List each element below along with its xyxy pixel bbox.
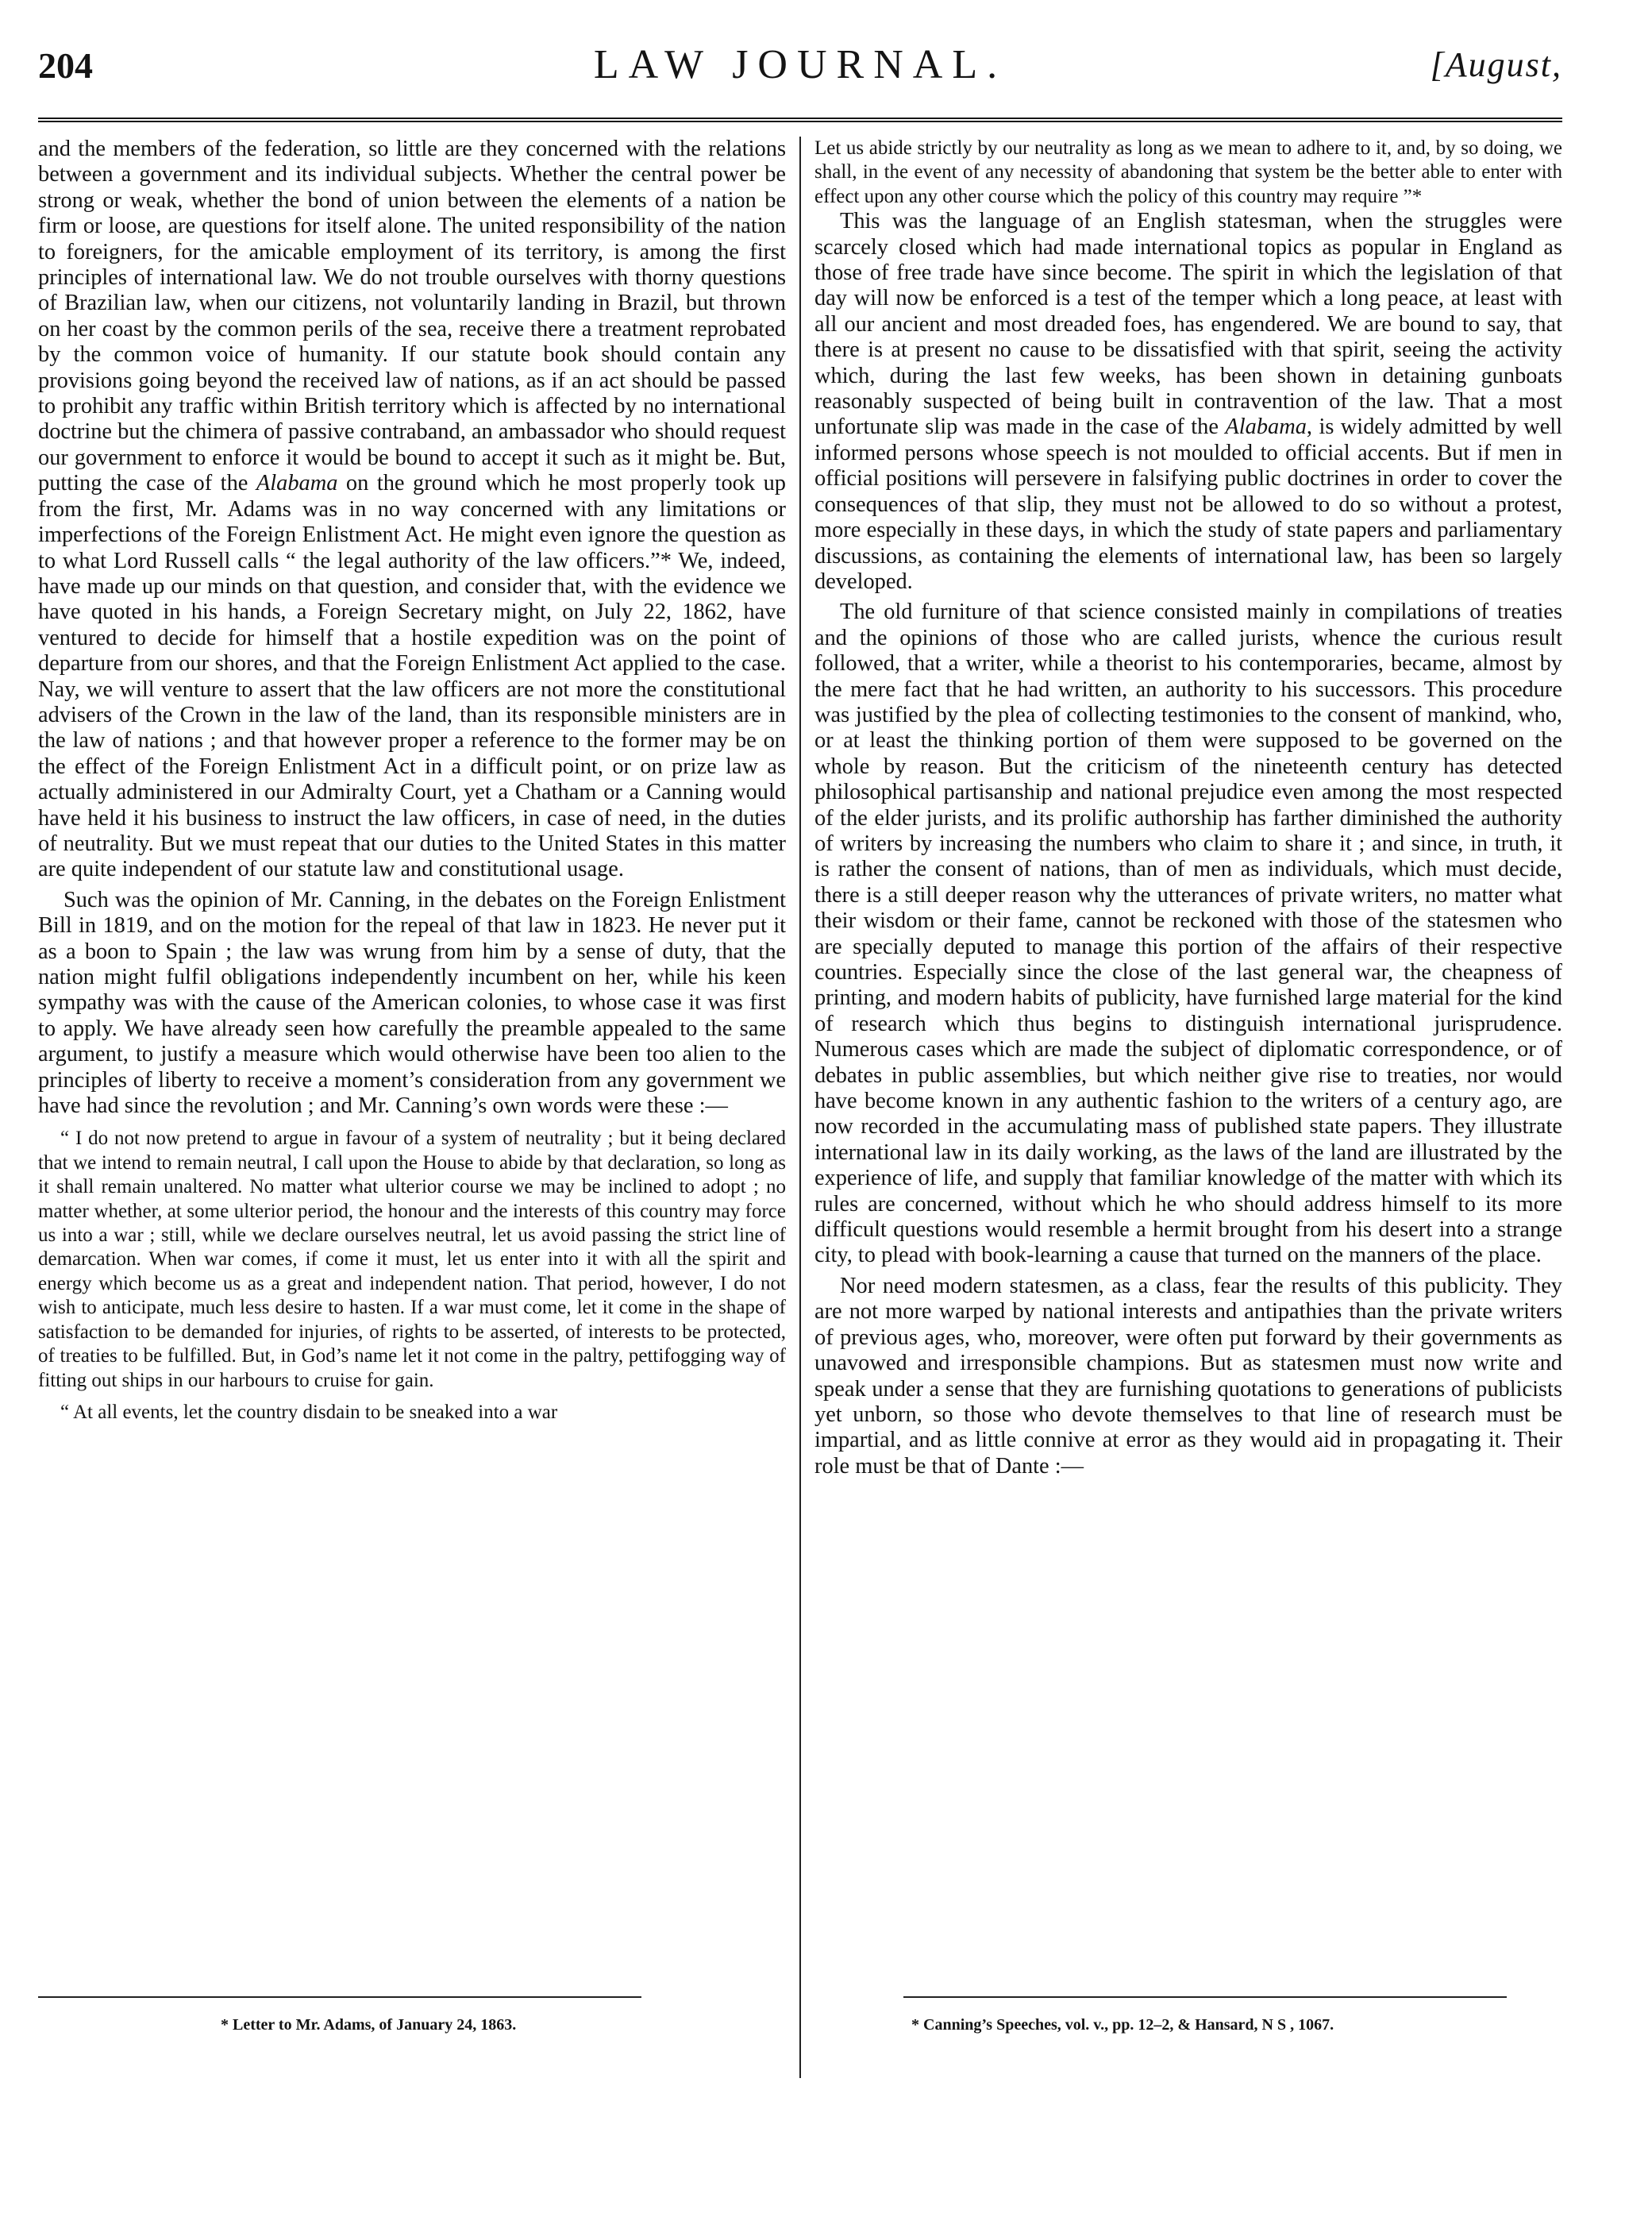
footnote-right: * Canning’s Speeches, vol. v., pp. 12–2, & Hansard, N S , 1067. <box>911 2016 1334 2034</box>
paragraph <box>814 209 1562 595</box>
footnote-rule <box>38 1996 641 1998</box>
footnote-left: * Letter to Mr. Adams, of January 24, 1863. <box>221 2016 517 2034</box>
paragraph <box>38 137 786 883</box>
block-quote: Let us abide strictly by our neutrality as long as we mean to adhere to it, and, by so doing, we shall, in the event of any necessity of abandoning that system be the better able to enter with effect upon any other course which the policy of this country may require ”* <box>814 137 1562 207</box>
right-column <box>814 137 1562 1484</box>
column-divider <box>799 137 801 2078</box>
page-number: 204 <box>38 45 93 86</box>
text-columns <box>38 137 1562 2074</box>
footnote-rule <box>903 1996 1507 1998</box>
journal-page <box>38 35 1562 2179</box>
page-header <box>38 35 1562 103</box>
ship-name: Alabama <box>1225 415 1307 440</box>
paragraph: Such was the opinion of Mr. Canning, in the debates on the Foreign Enlistment Bill in 1819, and on the motion for the repeal of that law in 1823. He never put it as a boon to Spain ; the law was wrung from him by a sense of duty, that the nation might fulfil obligations independently incumbent on her, while his keen sympathy was with the cause of the American colonies, to whose case it was first to apply. We have already seen how carefully the preamble appealed to the same argument, to justify a measure which would otherwise have been too alien to the principles of liberty to receive a moment’s consideration from any government we have had since the revolution ; and Mr. Canning’s own words were these :— <box>38 887 786 1119</box>
paragraph-text: and the members of the federation, so little are they concerned with the relations between a government and its individual subjects. Whether the central power be strong or weak, whether the bond of union between the elements of a nation be firm or loose, are questions for itself alone. The united responsibility of the nation to foreigners, for the amicable employment of its territory, is among the first principles of international law. We do not trouble ourselves with thorny questions of Brazilian law, when our citizens, not voluntarily landing in Brazil, but thrown on her coast by the common perils of the sea, receive there a treatment reprobated by the common voice of humanity. If our statute book should contain any provisions going beyond the received law of nations, as if an act should be passed to prohibit any traffic within British territory which is affected by no international doctrine but the chimera of passive contraband, an ambassador who should request our government to enforce it would be bound to accept it such as it might be. But, putting the case of the <box>38 137 786 496</box>
paragraph-text: on the ground which he most properly took up from the first, Mr. Adams was in no way concerned with any limitations or imperfections of the Foreign Enlistment Act. He might even ignore the question as to what Lord Russell calls “ the legal authority of the law officers.”* We, indeed, have made up our minds on that question, and consider that, with the evidence we have quoted in his hands, a Foreign Secretary might, on July 22, 1862, have ventured to decide for himself that a hostile expedition was on the point of departure from our shores, and that the Foreign Enlistment Act applied to the case. Nay, we will venture to assert that the law officers are not more the constitutional advisers of the Crown in the law of the land, than its responsible ministers are in the law of nations ; and that however proper a reference to the former may be on the effect of the Foreign Enlistment Act in a difficult point, or on prize law as actually administered in our Admiralty Court, yet a Chatham or a Canning would have held it his business to instruct the law officers, in case of need, in the duties of neutrality. But we must repeat that our duties to the United States in this matter are quite independent of our statute law and constitutional usage. <box>38 471 786 882</box>
running-month: [August, <box>1430 45 1562 84</box>
paragraph: The old furniture of that science consisted mainly in compilations of treaties and the opinions of those who are called jurists, whence the curious result followed, that a writer, while a theorist to his contemporaries, became, almost by the mere fact that he had written, an authority to his successors. This procedure was justified by the plea of collecting testimonies to the consent of mankind, who, or at least the thinking portion of them were supposed to be governed on the whole by reason. But the criticism of the nineteenth century has detected philosophical partisanship and national prejudice even among the most respected of the elder jurists, and its prolific authorship has farther diminished the authority of writers by increasing the numbers who claim to share it ; and since, in truth, it is rather the consent of nations, than of men as individuals, which must decide, there is a still deeper reason why the utterances of private writers, no matter what their wisdom or their fame, cannot be reckoned with those of the statesmen who are specially deputed to manage this portion of the affairs of their respective countries. Especially since the close of the last general war, the cheapness of printing, and modern habits of publicity, have furnished large material for the kind of research which thus begins to distinguish international jurisprudence. Numerous cases which are made the subject of diplomatic correspondence, or of debates in public assemblies, but which neither give rise to treaties, nor would have become known in any authentic fashion to the writers of a century ago, are now recorded in the accumulating mass of published state papers. They illustrate international law in its daily working, as the laws of the land are illustrated by the experience of life, and supply that familiar knowledge of the matter with which its rules are concerned, without which he who should address himself to its more difficult questions would resemble a hermit brought from his desert into a strange city, to plead with book-learning a cause that turned on the manners of the place. <box>814 600 1562 1268</box>
block-quote: “ I do not now pretend to argue in favour of a system of neutrality ; but it being declared that we intend to remain neutral, I call upon the House to abide by that declaration, so long as it shall remain unaltered. No matter what ulterior course we may be inclined to adopt ; no matter whether, at some ulterior period, the honour and the interests of this country may force us into a war ; still, while we declare ourselves neutral, let us avoid passing the strict line of demarcation. When war comes, if come it must, let us enter into it with all the spirit and energy which become us as a great and independent nation. That period, however, I do not wish to anticipate, much less desire to hasten. If a war must come, let it come in the shape of satisfaction to be demanded for injuries, of rights to be asserted, of interests to be protected, of treaties to be fulfilled. But, in God’s name let it not come in the paltry, pettifogging way of fitting out ships in our harbours to cruise for gain. <box>38 1128 786 1391</box>
ship-name: Alabama <box>256 471 338 496</box>
header-rule <box>38 118 1562 122</box>
block-quote: “ At all events, let the country disdain to be sneaked into a war <box>60 1401 558 1423</box>
paragraph-text: This was the language of an English statesman, when the struggles were scarcely closed which had made international topics as popular in England as those of free trade have since become. The spirit in which the legislation of that day will now be enforced is a test of the temper which a long peace, at least with all our ancient and most dreaded foes, has engendered. We are bound to say, that there is at present no cause to be dissatisfied with that spirit, seeing the activity which, during the last few weeks, has been shown in detaining gunboats reasonably suspected of being built in contravention of the law. That a most unfortunate slip was made in the case of the <box>814 209 1562 440</box>
paragraph-text: , is widely admitted by well informed persons whose speech is not moulded to official accents. But if men in official positions will persevere in falsifying public doctrines in order to cover the consequences of that slip, they must not be allowed to do so without a protest, more especially in these days, in which the study of state papers and parliamentary discussions, as containing the elements of international law, has been so largely developed. <box>814 415 1562 594</box>
running-title: LAW JOURNAL. <box>593 42 1007 87</box>
left-column <box>38 137 786 1425</box>
paragraph: Nor need modern statesmen, as a class, fear the results of this publicity. They are not more warped by national interests and antipathies than the private writers of previous ages, who, moreover, were often put forward by their governments as unavowed and irresponsible champions. But as statesmen must now write and speak under a sense that they are furnishing quotations to generations of publicists yet unborn, so those who devote themselves to that line of research must be impartial, and as little connive at error as they would aid in propagating it. Their role must be that of Dante :— <box>814 1273 1562 1479</box>
